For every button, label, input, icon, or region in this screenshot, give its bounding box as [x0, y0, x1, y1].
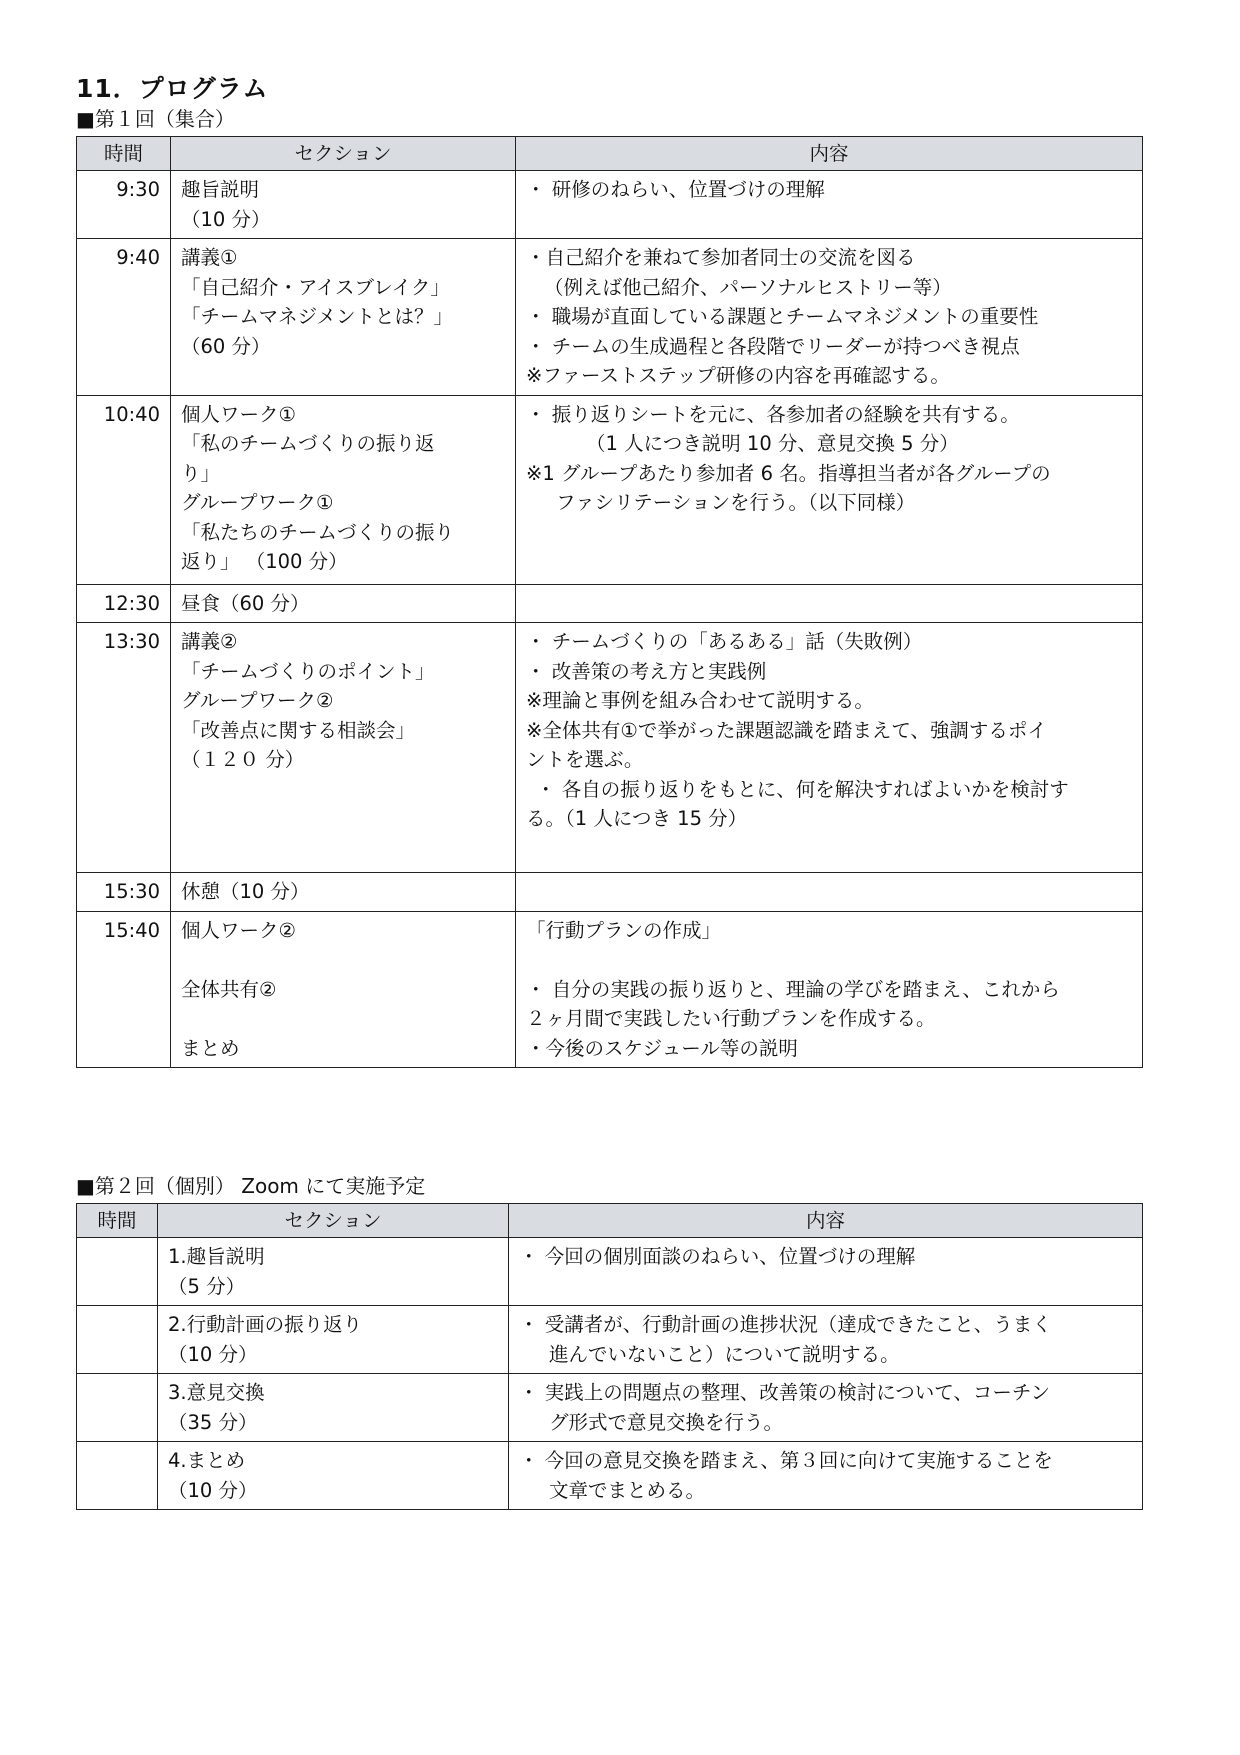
content-line: ・ チームの生成過程と各段階でリーダーが持つべき視点 — [526, 334, 1020, 358]
section-line: 1.趣旨説明 — [168, 1245, 265, 1268]
section-cell — [171, 911, 516, 1068]
content-line: ・今後のスケジュール等の説明 — [526, 1036, 798, 1060]
section-line: 3.意見交換 — [168, 1381, 265, 1404]
content-line: 「行動プランの作成」 — [526, 918, 722, 942]
section-line: （35 分） — [168, 1410, 258, 1434]
section-line: 「私たちのチームづくりの振り — [181, 520, 455, 544]
table-row — [77, 623, 1143, 873]
content-cell — [516, 239, 1143, 396]
content-line: 進んでいないこと）について説明する。 — [549, 1342, 900, 1366]
content-cell — [516, 584, 1143, 623]
section-line: 全体共有② — [181, 977, 277, 1001]
content-cell — [509, 1238, 1143, 1306]
section-line: 「私のチームづくりの振り返 — [181, 432, 435, 455]
content-line: ・ 受講者が、行動計画の進捗状況（達成できたこと、うまく — [519, 1313, 1052, 1336]
column-header-section: セクション — [158, 1204, 509, 1238]
section-line: （10 分） — [168, 1342, 258, 1366]
time-cell: 9:40 — [77, 239, 171, 396]
column-header-section: セクション — [171, 137, 516, 171]
content-cell — [509, 1442, 1143, 1510]
section-line: グループワーク② — [181, 689, 334, 712]
content-line: ・ チームづくりの「あるある」話（失敗例） — [526, 630, 923, 653]
table-row — [77, 911, 1143, 1068]
session1-program-table — [76, 136, 1143, 1068]
content-line: ファシリテーションを行う。（以下同様） — [556, 491, 916, 514]
content-cell — [509, 1374, 1143, 1442]
section-line: 講義② — [181, 630, 238, 653]
column-header-time: 時間 — [77, 1204, 158, 1238]
time-cell: 9:30 — [77, 171, 171, 239]
section-line: 「チームマネジメントとは？」 — [181, 305, 454, 328]
section-line: グループワーク① — [181, 491, 334, 514]
section-cell — [171, 873, 516, 912]
content-line: ※理論と事例を組み合わせて説明する。 — [526, 689, 874, 712]
section-line: 4.まとめ — [168, 1449, 246, 1472]
content-line — [526, 945, 1132, 975]
section-line: 趣旨説明 — [181, 178, 260, 201]
column-header-time: 時間 — [77, 137, 171, 171]
content-cell — [516, 911, 1143, 1068]
table-row — [77, 1442, 1143, 1510]
content-line: ２ヶ月間で実践したい行動プランを作成する。 — [526, 1007, 936, 1030]
section-cell — [171, 623, 516, 873]
section-line: 返り」 （100 分） — [181, 550, 348, 573]
section-cell — [171, 584, 516, 623]
table-row — [77, 1238, 1143, 1306]
section-cell — [171, 171, 516, 239]
section-line: 2.行動計画の振り返り — [168, 1313, 363, 1336]
content-cell — [516, 395, 1143, 584]
table-row — [77, 873, 1143, 912]
content-line: ・ 振り返りシートを元に、各参加者の経験を共有する。 — [526, 402, 1020, 426]
section-line: まとめ — [181, 1036, 240, 1060]
time-cell: 12:30 — [77, 584, 171, 623]
time-cell: 15:30 — [77, 873, 171, 912]
section-line: 昼食（60 分） — [181, 591, 310, 615]
section-line — [181, 1004, 505, 1034]
section-heading: 11．プログラム — [76, 74, 269, 103]
section-cell — [158, 1374, 509, 1442]
section-line — [181, 945, 505, 975]
time-cell — [77, 1306, 158, 1374]
content-cell — [516, 623, 1143, 873]
content-line: ・ 各自の振り返りをもとに、何を解決すればよいかを検討す — [536, 777, 1069, 801]
table-header-row — [77, 1204, 1143, 1238]
content-cell — [516, 171, 1143, 239]
table-row — [77, 584, 1143, 623]
content-cell — [509, 1306, 1143, 1374]
section-cell — [158, 1238, 509, 1306]
session1-title: ■第１回（集合） — [76, 107, 235, 131]
column-header-content: 内容 — [516, 137, 1143, 171]
document-page — [76, 72, 1142, 1510]
content-cell — [516, 873, 1143, 912]
time-cell: 15:40 — [77, 911, 171, 1068]
table-row — [77, 1374, 1143, 1442]
section-line: （10 分） — [181, 207, 271, 231]
section-line: （１２０ 分） — [181, 748, 305, 771]
content-line: ・ 実践上の問題点の整理、改善策の検討について、コーチン — [519, 1381, 1050, 1404]
section-cell — [171, 395, 516, 584]
section-cell — [158, 1306, 509, 1374]
content-line: ・ 改善策の考え方と実践例 — [526, 659, 767, 683]
section-line: 「改善点に関する相談会」 — [181, 718, 416, 742]
content-line: ※ファーストステップ研修の内容を再確認する。 — [526, 364, 950, 387]
section-line: 休憩（10 分） — [181, 880, 310, 903]
content-line: ・自己紹介を兼ねて参加者同士の交流を図る — [526, 246, 916, 269]
column-header-content: 内容 — [509, 1204, 1143, 1238]
section-line: （10 分） — [168, 1478, 258, 1502]
content-line: ・ 研修のねらい、位置づけの理解 — [526, 178, 825, 201]
content-line: ・ 職場が直面している課題とチームマネジメントの重要性 — [526, 305, 1039, 328]
time-cell: 10:40 — [77, 395, 171, 584]
section-line: （60 分） — [181, 334, 271, 358]
content-line: 文章でまとめる。 — [549, 1478, 706, 1502]
table-row — [77, 239, 1143, 396]
section-line: 「チームづくりのポイント」 — [181, 659, 435, 683]
content-line: ・ 今回の個別面談のねらい、位置づけの理解 — [519, 1245, 916, 1268]
content-line: （1 人につき説明 10 分、意見交換 5 分） — [586, 432, 959, 455]
content-line: ・ 自分の実践の振り返りと、理論の学びを踏まえ、これから — [526, 977, 1060, 1001]
section-cell — [171, 239, 516, 396]
time-cell — [77, 1374, 158, 1442]
section-line: 講義① — [181, 246, 238, 269]
time-cell — [77, 1442, 158, 1510]
content-line: （例えば他己紹介、パーソナルヒストリー等） — [544, 275, 952, 299]
content-line: ・ 今回の意見交換を踏まえ、第３回に向けて実施することを — [519, 1449, 1053, 1472]
time-cell: 13:30 — [77, 623, 171, 873]
section-line: 「自己紹介・アイスブレイク」 — [181, 275, 450, 299]
section-line: り」 — [181, 461, 221, 485]
table-row — [77, 171, 1143, 239]
content-line: ※全体共有①で挙がった課題認識を踏まえて、強調するポイ — [526, 718, 1047, 742]
content-line: る。（1 人につき 15 分） — [526, 807, 748, 830]
section-line: 個人ワーク② — [181, 918, 296, 942]
content-line: グ形式で意見交換を行う。 — [549, 1410, 784, 1434]
table-row — [77, 395, 1143, 584]
table-row — [77, 1306, 1143, 1374]
content-line: ※1 グループあたり参加者 6 名。指導担当者が各グループの — [526, 461, 1051, 485]
time-cell — [77, 1238, 158, 1306]
table-header-row — [77, 137, 1143, 171]
content-line: ントを選ぶ。 — [526, 748, 644, 771]
section-cell — [158, 1442, 509, 1510]
session2-program-table — [76, 1203, 1143, 1510]
session2-title: ■第２回（個別） Zoom にて実施予定 — [76, 1174, 426, 1198]
section-line: （5 分） — [168, 1274, 246, 1298]
session1-rows — [77, 171, 1143, 1068]
session2-rows — [77, 1238, 1143, 1510]
section-line: 個人ワーク① — [181, 402, 296, 426]
